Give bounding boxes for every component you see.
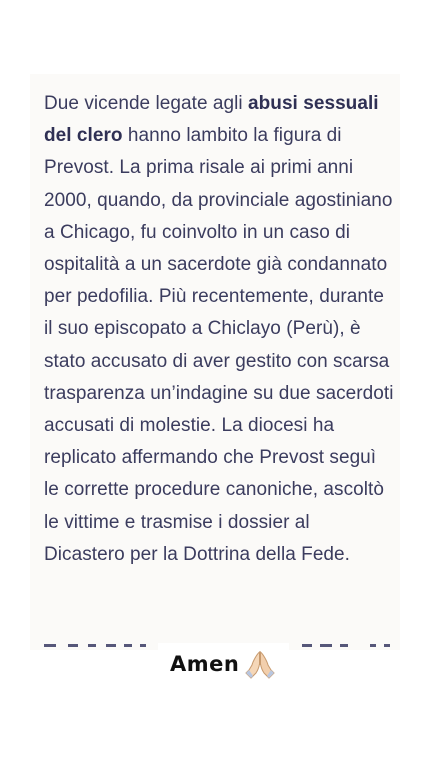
article-intro: Due vicende legate agli — [44, 93, 249, 114]
amen-sticker[interactable] — [158, 643, 289, 685]
article-paragraph — [44, 88, 394, 571]
article-body: hanno lambito la figura di Prevost. La prima risale ai primi anni 2000, quando, da provinciale agostiniano a Chicago, fu coinvolto in un caso di ospitalità a un sacerdote già condannato per pedofilia. Più recentemente, durante il suo episcopato a Chiclayo (Perù), è stato accusato di aver gestito con scarsa trasparenza un’indagine su due sacerdoti accusati di molestie. La diocesi ha replicato affermando che Prevost seguì le corrette procedure canoniche, ascoltò le vittime e trasmise i dossier al Dicastero per la Dottrina della Fede. — [44, 125, 394, 565]
article-bold-highlight: abusi sessuali del clero — [44, 93, 379, 147]
article-screenshot-card — [30, 74, 400, 650]
folded-hands-icon — [243, 648, 277, 680]
sticker-label: Amen — [170, 652, 240, 676]
